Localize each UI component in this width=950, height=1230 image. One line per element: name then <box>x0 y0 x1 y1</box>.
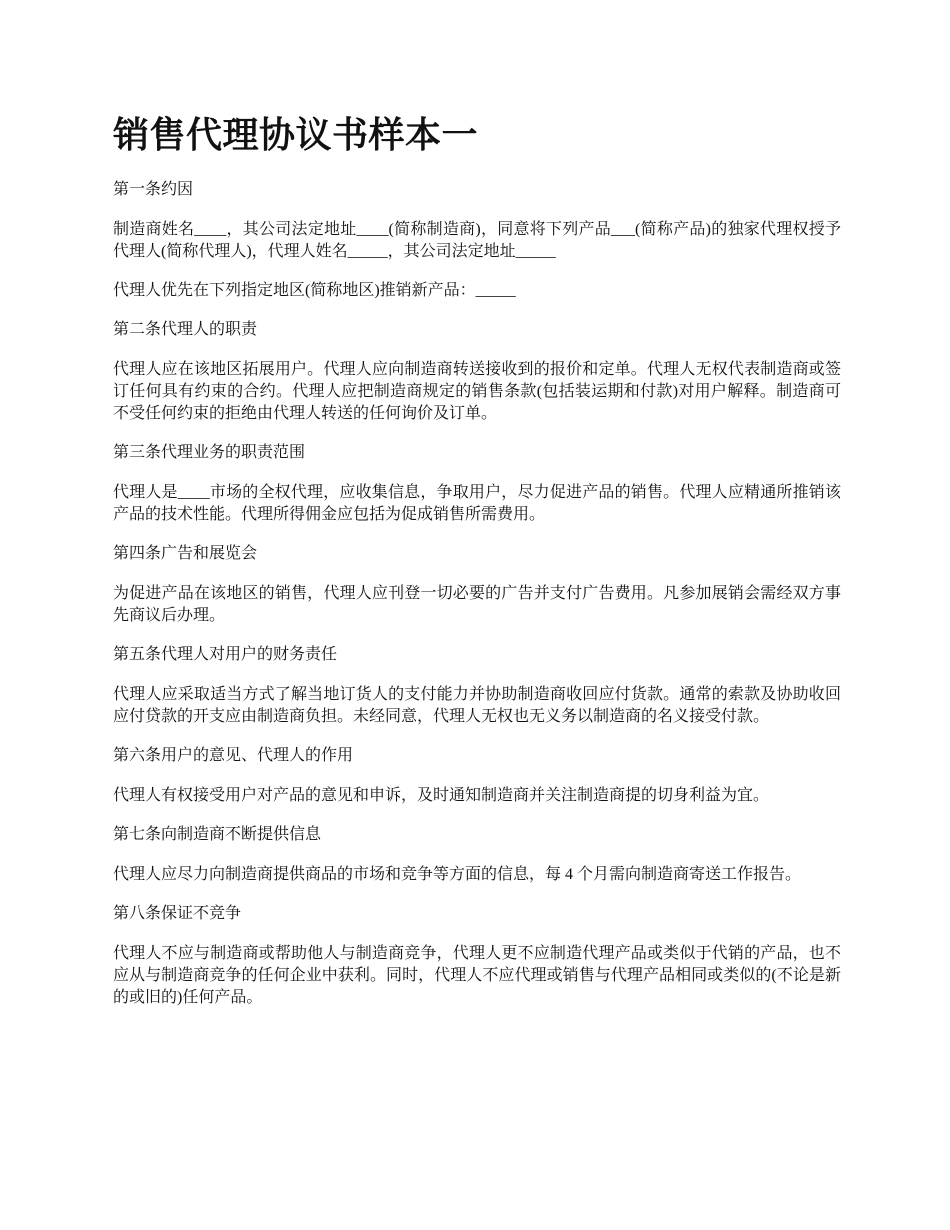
article-1-paragraph-2: 代理人优先在下列指定地区(简称地区)推销新产品：_____ <box>113 282 516 299</box>
article-2-heading: 第二条代理人的职责 <box>113 321 258 338</box>
article-3-heading: 第三条代理业务的职责范围 <box>113 444 306 461</box>
article-4-paragraph: 为促进产品在该地区的销售，代理人应刊登一切必要的广告并支付广告费用。凡参加展销会需经双方事先商议后办理。 <box>113 585 841 624</box>
document-title: 销售代理协议书样本一 <box>113 115 479 156</box>
article-1-paragraph-1: 制造商姓名____，其公司法定地址____(简称制造商)，同意将下列产品___(简称产品)的独家代理权授予代理人(简称代理人)，代理人姓名_____，其公司法定地址_____ <box>113 221 841 260</box>
article-2-paragraph: 代理人应在该地区拓展用户。代理人应向制造商转送接收到的报价和定单。代理人无权代表制造商或签订任何具有约束的合约。代理人应把制造商规定的销售条款(包括装运期和付款)对用户解释。制造商可不受任何约束的拒绝由代理人转送的任何询价及订单。 <box>113 361 841 422</box>
article-4-heading: 第四条广告和展览会 <box>113 545 258 562</box>
article-7-paragraph: 代理人应尽力向制造商提供商品的市场和竞争等方面的信息，每 4 个月需向制造商寄送工作报告。 <box>113 866 802 883</box>
article-1-heading: 第一条约因 <box>113 181 194 198</box>
article-6-heading: 第六条用户的意见、代理人的作用 <box>113 747 354 764</box>
document-page <box>113 111 841 1026</box>
article-8-paragraph: 代理人不应与制造商或帮助他人与制造商竞争，代理人更不应制造代理产品或类似于代销的产品，也不应从与制造商竞争的任何企业中获利。同时，代理人不应代理或销售与代理产品相同或类似的(不论是新的或旧的)任何产品。 <box>113 945 841 1006</box>
article-8-heading: 第八条保证不竞争 <box>113 905 242 922</box>
article-7-heading: 第七条向制造商不断提供信息 <box>113 826 322 843</box>
article-3-paragraph: 代理人是____市场的全权代理，应收集信息，争取用户，尽力促进产品的销售。代理人应精通所推销该产品的技术性能。代理所得佣金应包括为促成销售所需费用。 <box>113 484 841 523</box>
article-6-paragraph: 代理人有权接受用户对产品的意见和申诉，及时通知制造商并关注制造商提的切身利益为宜。 <box>113 787 770 804</box>
article-5-paragraph: 代理人应采取适当方式了解当地订货人的支付能力并协助制造商收回应付货款。通常的索款及协助收回应付贷款的开支应由制造商负担。未经同意，代理人无权也无义务以制造商的名义接受付款。 <box>113 686 841 725</box>
article-5-heading: 第五条代理人对用户的财务责任 <box>113 646 338 663</box>
